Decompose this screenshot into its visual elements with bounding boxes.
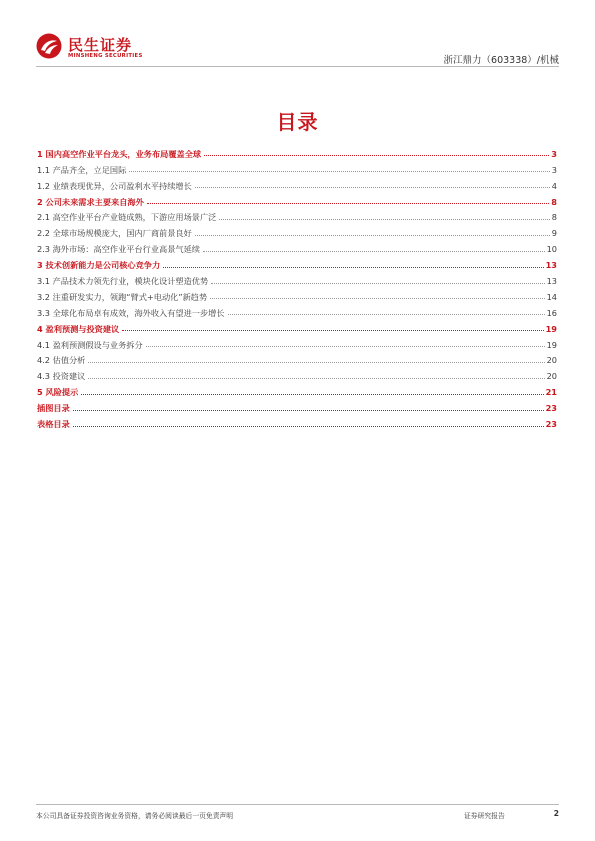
toc-leader-dots xyxy=(129,170,549,172)
toc-leader-dots xyxy=(219,218,549,220)
toc-entry-page: 13 xyxy=(545,260,557,271)
page-title: 目录 xyxy=(276,110,319,134)
page-header xyxy=(0,0,595,66)
toc-leader-dots xyxy=(203,250,545,252)
toc-leader-dots xyxy=(211,282,544,284)
footer-report-type: 证券研究报告 xyxy=(464,812,505,820)
toc-entry[interactable] xyxy=(37,222,557,238)
toc-entry-page: 20 xyxy=(546,355,557,366)
toc-entry-label: 3.2 注重研发实力，领跑“臂式+电动化”新趋势 xyxy=(37,291,208,302)
toc-entry[interactable] xyxy=(37,159,557,175)
toc-entry[interactable] xyxy=(37,175,557,191)
toc-leader-dots xyxy=(73,425,544,427)
toc-entry-label: 3.1 产品技术力领先行业，模块化设计塑造优势 xyxy=(37,276,209,287)
toc-entry-page: 3 xyxy=(551,148,557,159)
toc-entry[interactable] xyxy=(37,397,557,413)
toc-leader-dots xyxy=(88,377,544,379)
toc-entry[interactable] xyxy=(37,302,557,318)
toc-entry[interactable] xyxy=(37,254,557,270)
toc-entry-page: 23 xyxy=(545,403,557,414)
toc-leader-dots xyxy=(163,266,543,268)
toc-entry-label: 4.3 投资建议 xyxy=(37,371,86,382)
toc-entry-label: 3.3 全球化布局卓有成效，海外收入有望进一步增长 xyxy=(37,307,225,318)
toc-entry[interactable] xyxy=(37,350,557,366)
toc-entry[interactable] xyxy=(37,191,557,207)
toc-entry[interactable] xyxy=(37,318,557,334)
toc-entry[interactable] xyxy=(37,286,557,302)
toc-leader-dots xyxy=(204,154,549,156)
toc-leader-dots xyxy=(81,393,543,395)
toc-entry-label: 4.2 估值分析 xyxy=(37,355,86,366)
toc-entry-page: 19 xyxy=(546,339,557,350)
toc-entry-page: 14 xyxy=(546,291,557,302)
toc-entry-label: 1 国内高空作业平台龙头，业务布局覆盖全球 xyxy=(37,148,202,159)
toc-entry-page: 23 xyxy=(545,419,557,430)
toc-entry-page: 4 xyxy=(551,180,557,191)
footer-disclaimer: 本公司具备证券投资咨询业务资格，请务必阅读最后一页免责声明 xyxy=(36,812,234,820)
toc-entry[interactable] xyxy=(37,365,557,381)
toc-entry-page: 20 xyxy=(546,371,557,382)
toc-entry-label: 2.1 高空作业平台产业链成熟，下游应用场景广泛 xyxy=(37,212,217,223)
toc-entry-label: 2 公司未来需求主要来自海外 xyxy=(37,196,144,207)
toc-leader-dots xyxy=(146,345,545,347)
toc-entry[interactable] xyxy=(37,270,557,286)
toc-entry-page: 9 xyxy=(551,228,557,239)
toc-leader-dots xyxy=(73,409,544,411)
toc-entry-label: 3 技术创新能力是公司核心竞争力 xyxy=(37,260,161,271)
toc-leader-dots xyxy=(147,202,549,204)
toc-entry-label: 2.3 海外市场：高空作业平台行业高景气延续 xyxy=(37,244,200,255)
company-code-label: 浙江鼎力（603338）/机械 xyxy=(443,55,559,66)
toc-entry-page: 13 xyxy=(546,276,557,287)
toc-entry-label: 5 风险提示 xyxy=(37,387,79,398)
toc-entry-page: 19 xyxy=(545,323,557,334)
toc-entry[interactable] xyxy=(37,207,557,223)
logo-text-en: MINSHENG SECURITIES xyxy=(68,53,143,59)
toc-entry-label: 4.1 盈利预测假设与业务拆分 xyxy=(37,339,143,350)
toc-entry-page: 21 xyxy=(545,387,557,398)
toc-leader-dots xyxy=(210,297,544,299)
toc-leader-dots xyxy=(195,234,550,236)
table-of-contents xyxy=(37,143,557,429)
toc-entry-label: 4 盈利预测与投资建议 xyxy=(37,323,120,334)
toc-entry[interactable] xyxy=(37,381,557,397)
toc-entry-page: 16 xyxy=(546,307,557,318)
company-logo xyxy=(36,33,156,63)
toc-leader-dots xyxy=(122,329,543,331)
footer-page-number: 2 xyxy=(553,809,559,818)
toc-entry[interactable] xyxy=(37,413,557,429)
toc-entry-label: 插图目录 xyxy=(37,403,70,414)
header-divider xyxy=(36,66,559,67)
toc-entry-label: 1.1 产品齐全，立足国际 xyxy=(37,164,127,175)
toc-entry-page: 8 xyxy=(551,196,557,207)
footer-divider xyxy=(36,804,559,805)
toc-leader-dots xyxy=(195,186,550,188)
toc-entry-page: 8 xyxy=(551,212,557,223)
minsheng-logo-icon xyxy=(36,33,62,59)
toc-leader-dots xyxy=(228,313,545,315)
toc-entry-page: 3 xyxy=(551,164,557,175)
toc-entry[interactable] xyxy=(37,334,557,350)
toc-entry-label: 1.2 业绩表现优异，公司盈利水平持续增长 xyxy=(37,180,192,191)
toc-entry[interactable] xyxy=(37,143,557,159)
toc-entry[interactable] xyxy=(37,238,557,254)
toc-leader-dots xyxy=(88,361,544,363)
toc-entry-page: 10 xyxy=(546,244,557,255)
logo-text-cn: 民生证券 xyxy=(68,36,133,54)
toc-entry-label: 2.2 全球市场规模庞大，国内厂商前景良好 xyxy=(37,228,192,239)
toc-entry-label: 表格目录 xyxy=(37,419,70,430)
